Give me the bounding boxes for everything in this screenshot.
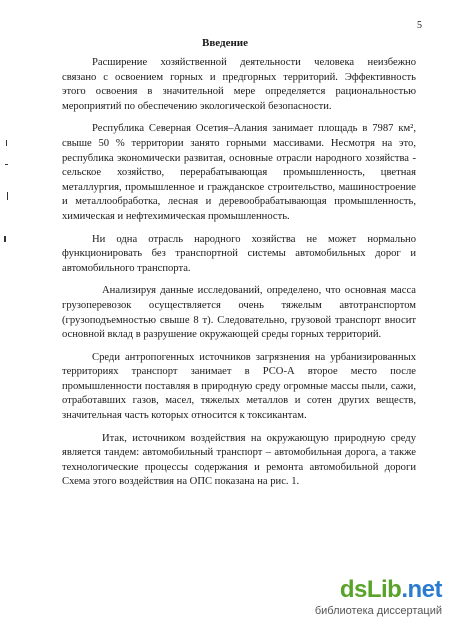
text-line: (грузоподъемностью свыше 8 т). Следовательно, грузовой транспорт вносит <box>62 314 416 326</box>
paragraph-2 <box>62 122 416 224</box>
text-line: основной вклад в разрушение окружающей среды горных территорий. <box>62 329 382 341</box>
text-line: связано с освоением горных и предгорных территорий. Эффективность <box>62 71 416 83</box>
text-line: Республика Северная Осетия–Алания занимает площадь в 7987 км², <box>92 123 416 135</box>
page-number: 5 <box>417 20 422 31</box>
text-line: Расширение хозяйственной деятельности человека неизбежно <box>92 57 416 68</box>
text-line: технологические процессы содержания и ремонта автомобильной дороги <box>62 461 416 473</box>
text-line: территориях транспорт занимает в РСО-А второе место после <box>62 366 416 378</box>
text-line: значительная часть которых относится к токсикантам. <box>62 410 307 422</box>
text-line: автомобильного транспорта. <box>62 262 191 274</box>
logo-part-net: .net <box>401 576 442 603</box>
text-line: является тандем: автомобильный транспорт – автомобильная дорога, а также <box>62 447 416 459</box>
paragraph-4 <box>62 284 416 342</box>
text-line: этого освоения в значительной мере определяется рациональностью <box>62 86 416 98</box>
page-title: Введение <box>201 37 249 49</box>
dslib-watermark <box>315 577 442 617</box>
text-line: химическая и нефтехимическая промышленность. <box>62 210 290 222</box>
paragraph-5 <box>62 351 416 424</box>
text-line: функционировать без транспортной системы автомобильных дорог и <box>62 248 416 260</box>
text-line: грузоперевозок осуществляется очень тяжелым автотранспортом <box>62 299 416 311</box>
text-line: Ни одна отрасль народного хозяйства не может нормально <box>92 233 416 245</box>
text-line: Итак, источником воздействия на окружающую природную среду <box>102 432 416 444</box>
text-line: Анализируя данные исследований, определено, что основная масса <box>102 285 416 297</box>
text-line: республика экономически развитая, основные отрасли народного хозяйства - <box>62 152 416 164</box>
text-line: сельское хозяйство, перерабатывающая промышленность, цветная <box>62 167 416 179</box>
text-line: отработавших газов, масел, тяжелых металлов и сотен других веществ, <box>62 395 416 407</box>
text-line: промышленности поставляя в природную среду огромные массы пыли, сажи, <box>62 380 416 392</box>
dslib-logo <box>315 577 442 603</box>
text-line: свыше 50 % территории занято горными массивами. Несмотря на это, <box>62 137 416 149</box>
document-body <box>62 56 416 498</box>
paragraph-6 <box>62 432 416 490</box>
paragraph-3 <box>62 233 416 277</box>
margin-marks <box>4 140 12 260</box>
logo-part-dslib: dsLib <box>339 576 402 603</box>
text-line: и металлообработка, лесная и деревообрабатывающая промышленность, <box>62 196 416 208</box>
text-line: Среди антропогенных источников загрязнения на урбанизированных <box>92 351 416 363</box>
text-line: мероприятий по обеспечению экологической безопасности. <box>62 100 332 112</box>
watermark-subtitle: библиотека диссертаций <box>314 605 442 617</box>
text-line: Схема этого воздействия на ОПС показана на рис. 1. <box>62 476 300 488</box>
paragraph-1 <box>62 56 416 114</box>
text-line: металлургия, промышленное и гражданское строительство, машиностроение <box>62 181 416 193</box>
